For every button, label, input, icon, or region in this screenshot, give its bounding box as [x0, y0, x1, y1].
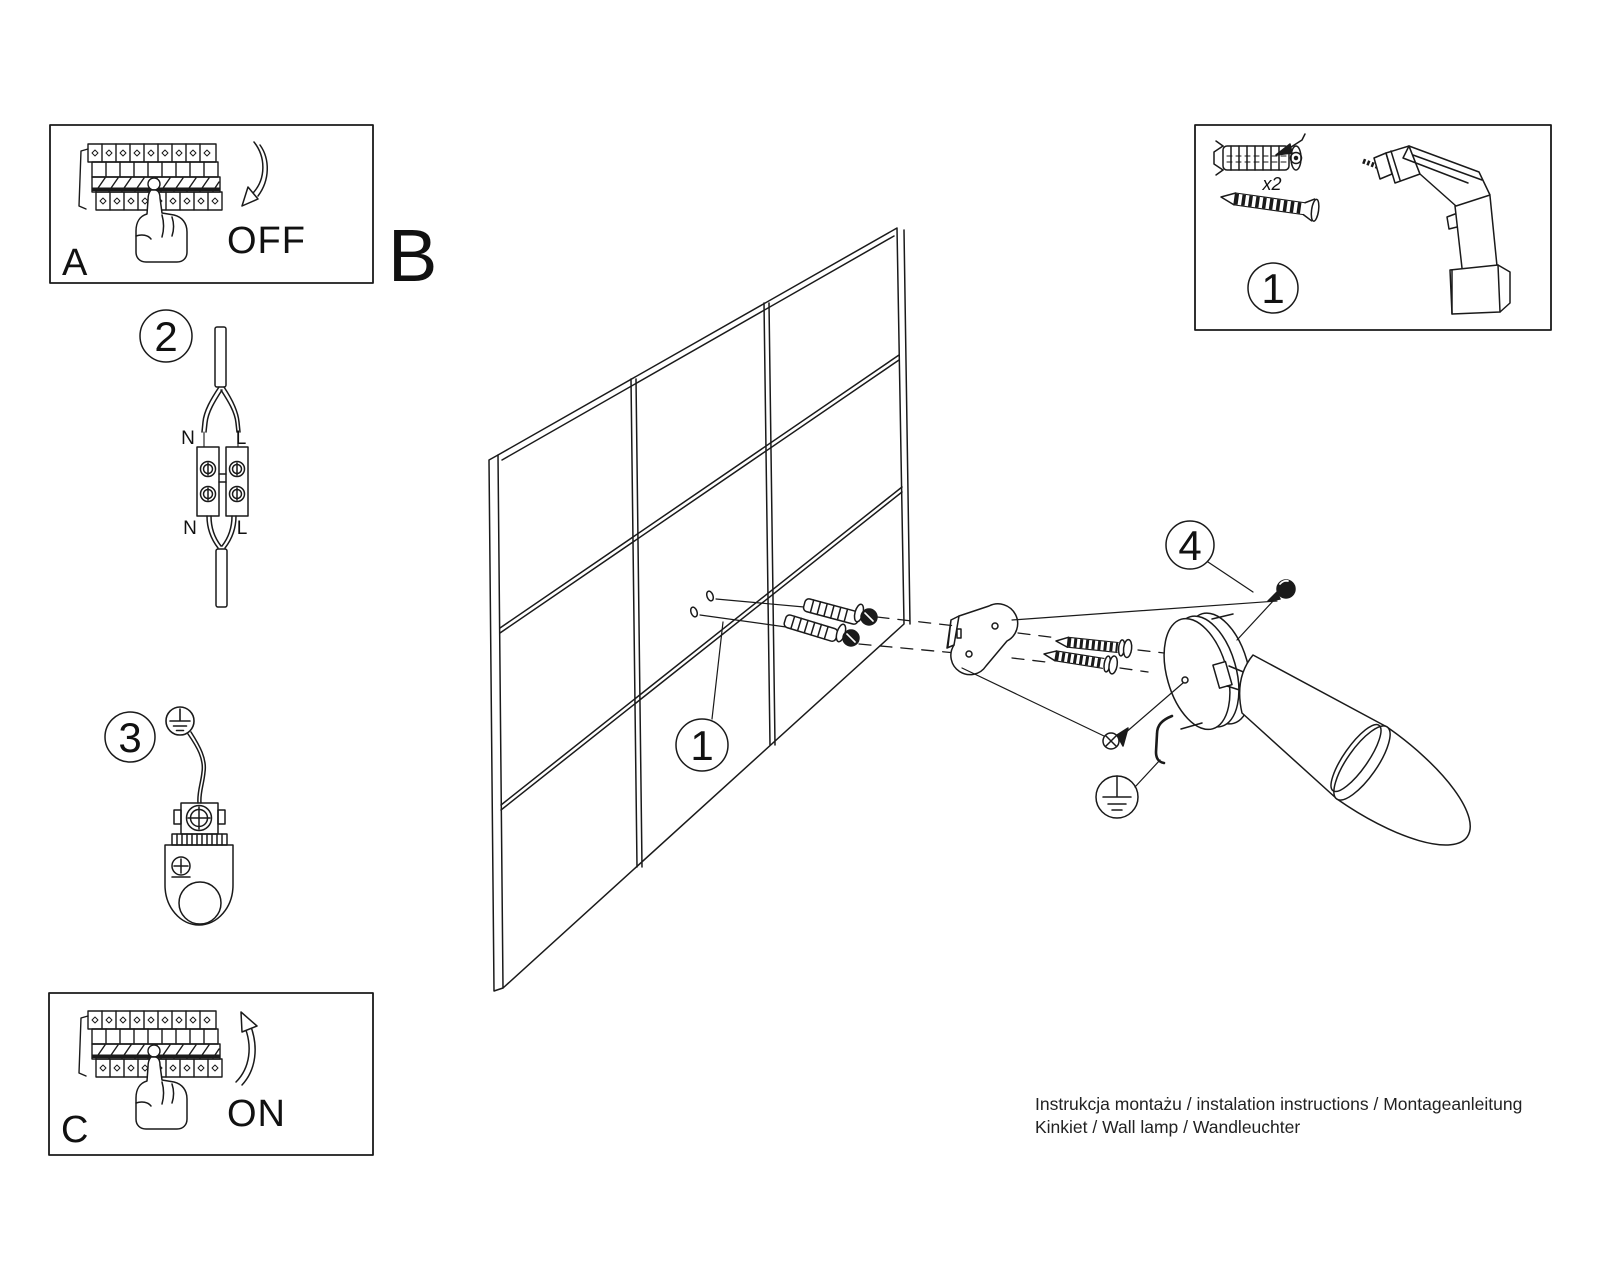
cable-bottom [207, 516, 236, 607]
off-label: OFF [227, 220, 306, 262]
explode-line-top [1012, 601, 1277, 620]
footer-line-1: Instrukcja montażu / instalation instructions / Montageanleitung [1035, 1094, 1523, 1114]
ground-symbol-icon [166, 707, 194, 735]
callout-tools: 1 [1261, 265, 1285, 312]
cable-top [202, 327, 240, 447]
fixing-screw-icon [1237, 580, 1295, 640]
n-label-top: N [181, 428, 195, 449]
panel-c-label: C [61, 1109, 89, 1151]
panel-breaker-off [50, 125, 373, 284]
dowel-qty-label: x2 [1262, 174, 1282, 194]
on-label: ON [227, 1093, 286, 1135]
panel-a-label: A [62, 242, 88, 284]
n-label-bottom: N [183, 518, 197, 539]
callout-3: 3 [118, 714, 142, 761]
wall-plug-large-icon [1214, 134, 1305, 175]
panel-tools [1195, 125, 1551, 330]
mounting-screw-icon [1043, 645, 1119, 674]
explode-line-bottom [962, 668, 1104, 736]
panel-breaker-on [49, 993, 373, 1155]
l-label-bottom: L [236, 518, 248, 539]
panel-a-frame [50, 125, 373, 283]
l-label-top: L [235, 428, 247, 449]
arrow-up-icon [236, 1012, 257, 1085]
panel-c-frame [49, 993, 373, 1155]
step-wiring [140, 310, 248, 607]
wall-bracket-icon [947, 604, 1018, 675]
drill-icon [1363, 146, 1510, 314]
mounting-screw-icon [1055, 632, 1132, 658]
lamp-assembly [859, 521, 1470, 845]
callout-4: 4 [1178, 522, 1202, 569]
arrow-down-icon [242, 142, 267, 206]
ground-wire-icon [1096, 716, 1172, 818]
terminal-block-icon [197, 447, 248, 516]
section-b-label: B [388, 214, 438, 297]
footer [1035, 1094, 1522, 1137]
footer-line-2: Kinkiet / Wall lamp / Wandleuchter [1035, 1117, 1301, 1137]
lamp-shade-icon [1240, 655, 1471, 845]
mounting-bracket-front-icon [165, 845, 233, 925]
step-grounding [105, 707, 233, 925]
ground-terminal-icon [172, 803, 227, 845]
ground-wire [188, 734, 202, 803]
callout-4-leader [1208, 562, 1253, 592]
callout-2: 2 [154, 313, 178, 360]
callout-1: 1 [690, 722, 714, 769]
